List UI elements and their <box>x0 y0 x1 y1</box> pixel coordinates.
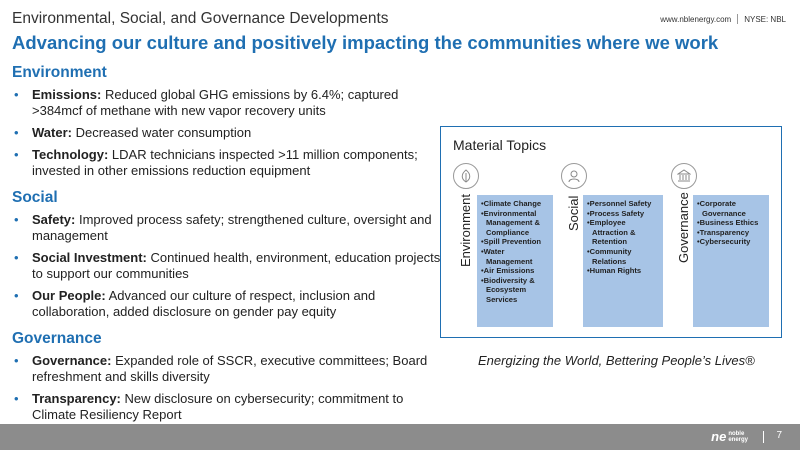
list-item: • Air Emissions <box>481 266 549 276</box>
list-item: • Water: Decreased water consumption <box>12 125 442 141</box>
material-topics-title: Material Topics <box>453 137 547 153</box>
leaf-icon <box>453 163 479 189</box>
list-item: • Biodiversity & Ecosystem Services <box>481 276 549 305</box>
list-item: • Spill Prevention <box>481 237 549 247</box>
governance-section <box>12 330 442 423</box>
social-section <box>12 189 442 320</box>
tagline: Energizing the World, Bettering People’s Lives® <box>478 353 755 368</box>
list-item: • Water Management <box>481 247 549 266</box>
header-links <box>660 14 786 24</box>
company-logo <box>711 429 748 444</box>
list-item: • Climate Change <box>481 199 549 209</box>
list-item: • Social Investment: Continued health, environment, education projects to support our communities <box>12 250 442 282</box>
material-topics-panel <box>440 126 782 338</box>
list-item: • Safety: Improved process safety; strengthened culture, oversight and management <box>12 212 442 244</box>
list-item: • Corporate Governance <box>697 199 765 218</box>
list-item: • Personnel Safety <box>587 199 659 209</box>
governance-heading: Governance <box>12 330 102 347</box>
list-item: • Emissions: Reduced global GHG emissions by 6.4%; captured >384mcf of methane with new vapor recovery units <box>12 87 442 119</box>
esg-developments <box>12 64 442 433</box>
topic-label-social: Social <box>566 195 581 231</box>
topic-card-social <box>583 195 663 327</box>
list-item: • Human Rights <box>587 266 659 276</box>
topic-card-environment <box>477 195 553 327</box>
list-item: • Process Safety <box>587 209 659 219</box>
slide-subtitle: Environmental, Social, and Governance Developments <box>12 10 389 27</box>
topic-label-environment: Environment <box>458 194 473 267</box>
website-link[interactable]: www.nblenergy.com <box>660 14 732 24</box>
list-item: • Our People: Advanced our culture of respect, inclusion and collaboration, added disclosure on gender pay equity <box>12 288 442 320</box>
environment-heading: Environment <box>12 64 107 81</box>
list-item: • Employee Attraction & Retention <box>587 218 659 247</box>
ticker-label: NYSE: NBL <box>744 14 786 24</box>
topic-label-governance: Governance <box>676 192 691 263</box>
environment-section <box>12 64 442 179</box>
list-item: • Community Relations <box>587 247 659 266</box>
building-icon <box>671 163 697 189</box>
logo-mark: ne <box>711 429 727 444</box>
page-number: 7 <box>776 430 782 441</box>
footer-bar <box>0 424 800 450</box>
logo-words: noble energy <box>728 430 748 443</box>
person-icon <box>561 163 587 189</box>
slide-title: Advancing our culture and positively impacting the communities where we work <box>12 32 719 53</box>
list-item: • Transparency <box>697 228 765 238</box>
topic-card-governance <box>693 195 769 327</box>
social-heading: Social <box>12 189 58 206</box>
list-item: • Cybersecurity <box>697 237 765 247</box>
list-item: • Governance: Expanded role of SSCR, executive committees; Board refreshment and skills diversity <box>12 353 442 385</box>
list-item: • Technology: LDAR technicians inspected >11 million components; invested in other emissions reduction equipment <box>12 147 442 179</box>
list-item: • Business Ethics <box>697 218 765 228</box>
footer-divider <box>763 431 764 443</box>
header-divider <box>737 14 738 24</box>
list-item: • Environmental Management & Compliance <box>481 209 549 238</box>
list-item: • Transparency: New disclosure on cybersecurity; commitment to Climate Resiliency Report <box>12 391 442 423</box>
